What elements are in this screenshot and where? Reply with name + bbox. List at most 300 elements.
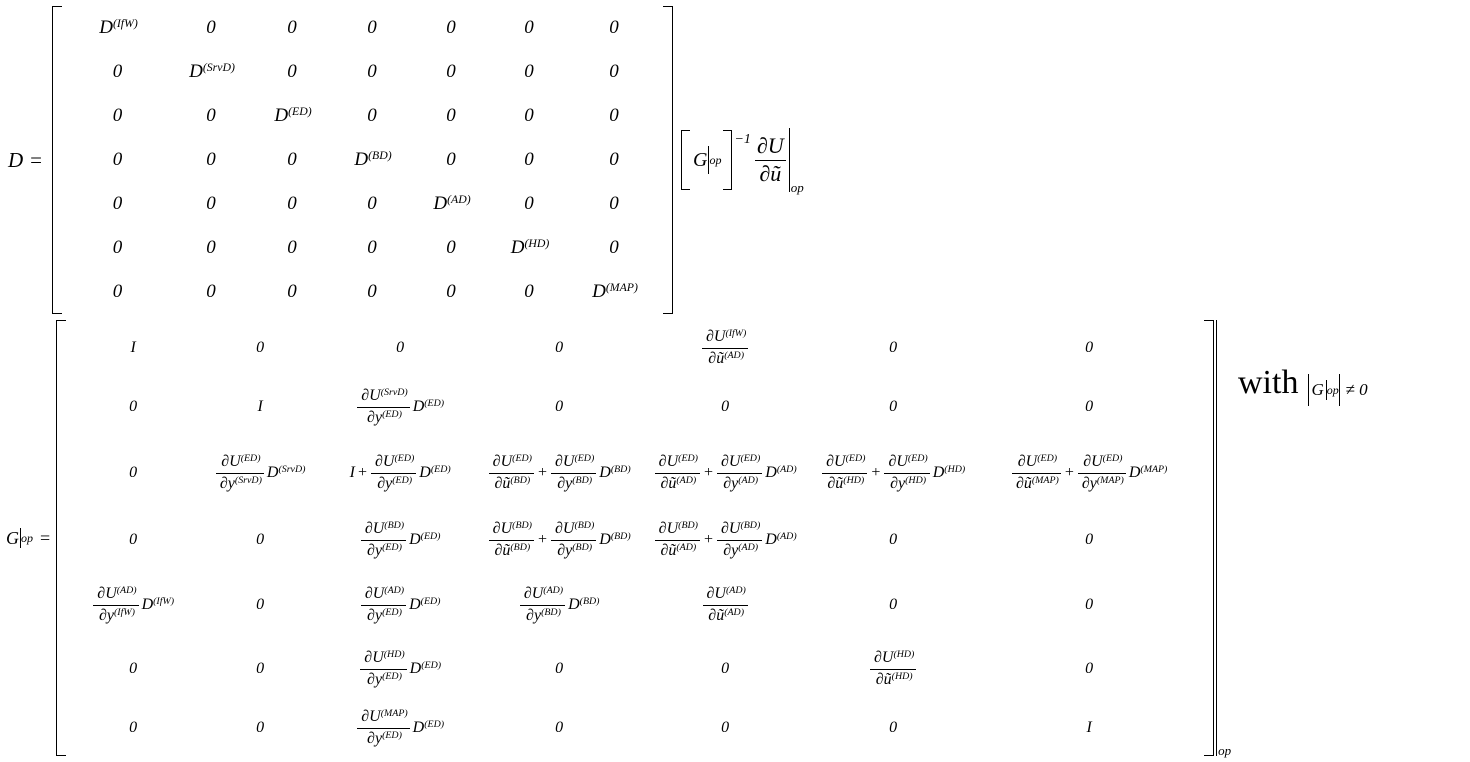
matrix-cell-r6c5 (721, 660, 729, 678)
fraction-denominator (95, 607, 137, 625)
matrix-cell-r7c5 (721, 719, 729, 737)
math-base: ∂y (377, 474, 393, 492)
math-symbol: 0 (524, 105, 534, 126)
partial-derivative-fraction (1012, 453, 1061, 493)
math-symbol: 0 (287, 193, 297, 214)
numerator-term (524, 585, 563, 603)
math-base: ∂y (526, 606, 542, 624)
fraction-numerator (717, 520, 762, 538)
matrix-cell-r3c7 (609, 105, 619, 127)
numerator-term (721, 520, 760, 538)
fraction-bar (702, 348, 748, 349)
math-symbol: 0 (446, 149, 456, 170)
matrix-cell-r2c1 (113, 61, 123, 83)
math-symbol: 0 (721, 719, 730, 736)
math-base: ∂y (723, 541, 739, 559)
math-base: ∂U (706, 585, 726, 603)
math-symbol: 0 (256, 531, 265, 548)
matrix-cell-r2c5 (446, 61, 456, 83)
math-symbol: 0 (256, 660, 265, 677)
math-symbol: 0 (609, 149, 619, 170)
fraction-bar (1078, 473, 1126, 474)
fraction-denominator (719, 542, 760, 560)
matrix-cell-r2c2 (187, 61, 235, 83)
math-base: D (1128, 464, 1141, 481)
superscript: (ED) (574, 453, 595, 465)
numerator-term (221, 453, 260, 471)
math-base: ∂U (888, 453, 908, 471)
matrix-cell-r1c4 (367, 17, 377, 39)
fraction-denominator (656, 475, 698, 493)
matrix-cell-r6c3 (359, 649, 441, 689)
matrix-factor (592, 281, 638, 303)
equation-g (6, 320, 1231, 756)
denominator-term (377, 475, 412, 493)
matrix-cell-r5c4 (367, 193, 377, 215)
math-symbol: 0 (367, 193, 377, 214)
denominator-term (494, 542, 530, 560)
matrix-cell-r6c5 (446, 237, 456, 259)
partial-derivative-fraction (655, 520, 700, 560)
matrix-cell-r2c2 (257, 398, 262, 416)
matrix-factor (511, 237, 550, 259)
matrix-factor (409, 596, 440, 614)
matrix-cell-r3c2 (215, 453, 306, 493)
superscript: (AD) (725, 585, 746, 597)
matrix-factor (99, 17, 138, 39)
math-base: D (592, 281, 606, 302)
superscript: (IfW) (112, 17, 138, 31)
math-symbol: 0 (889, 339, 898, 356)
math-symbol: 0 (609, 237, 619, 258)
math-symbol: 0 (206, 105, 216, 126)
fraction-denominator (823, 475, 866, 493)
matrix-cell-r3c3 (272, 105, 311, 127)
fraction-numerator (361, 585, 406, 603)
math-base: ∂ũ (875, 670, 892, 688)
matrix-cell-r6c2 (206, 237, 216, 259)
g-symbol: G (1311, 380, 1324, 399)
equals-sign-1: = (30, 147, 43, 172)
math-symbol: 0 (256, 339, 265, 356)
math-symbol: 0 (889, 596, 898, 613)
fraction-numerator (655, 520, 700, 538)
numerator-term (874, 649, 914, 667)
math-symbol: 0 (367, 61, 377, 82)
math-symbol: 0 (112, 237, 123, 258)
fraction-numerator (360, 649, 406, 667)
fraction-numerator (1014, 453, 1059, 471)
matrix-cell-r7c7 (590, 281, 638, 303)
fraction-numerator (357, 387, 409, 405)
fraction-bar (93, 605, 138, 606)
matrix-cell-r5c5 (702, 585, 749, 625)
fraction-denominator (1012, 475, 1061, 493)
fraction-denominator (1078, 475, 1126, 493)
math-base: ∂y (367, 670, 383, 688)
fraction-bar (1012, 473, 1061, 474)
fraction-numerator (371, 453, 416, 471)
math-base: ∂U (1083, 453, 1103, 471)
math-symbol: 0 (367, 281, 377, 302)
partial-derivative-fraction (361, 520, 406, 560)
matrix-cell-r4c5 (446, 149, 456, 171)
matrix-cell-r3c1 (113, 105, 123, 127)
math-base: ∂y (557, 474, 573, 492)
matrix-cell-r4c1 (129, 531, 137, 549)
matrix-factor (354, 149, 391, 171)
math-symbol: 0 (446, 281, 456, 302)
matrix-cell-r7c4 (555, 719, 563, 737)
matrix-cell-r4c7 (1085, 531, 1093, 549)
matrix-cell-r1c6 (889, 339, 897, 357)
partial-derivative-fraction (717, 520, 762, 560)
partial-derivative-fraction (1078, 453, 1126, 493)
superscript: (ED) (424, 719, 445, 731)
matrix-cell-r3c6 (821, 453, 965, 493)
superscript: (MAP) (1096, 474, 1124, 486)
fraction-denominator (216, 475, 264, 493)
math-base: D (510, 237, 525, 258)
math-symbol: 0 (112, 61, 123, 82)
math-symbol: 0 (609, 61, 619, 82)
determinant-left-bar (1308, 374, 1309, 406)
superscript: (MAP) (605, 281, 638, 295)
partial-derivative-fraction (371, 453, 416, 493)
matrix-cell-r7c6 (889, 719, 897, 737)
math-base: ∂y (890, 474, 906, 492)
partial-derivative-fraction (884, 453, 929, 493)
matrix-cell-r2c3 (287, 61, 297, 83)
fraction-denominator (363, 607, 404, 625)
matrix-cell-r1c2 (256, 339, 264, 357)
matrix-cell-r4c5 (654, 520, 797, 560)
fraction-bar (371, 473, 416, 474)
matrix-cell-r1c7 (1085, 339, 1093, 357)
superscript: (BD) (512, 520, 532, 532)
superscript: (ED) (845, 453, 866, 465)
superscript: (MAP) (1140, 464, 1168, 476)
superscript: (ED) (392, 474, 413, 486)
partial-derivative-fraction (703, 585, 748, 625)
math-base: ∂U (720, 520, 741, 538)
plus-operator: + (703, 531, 713, 548)
math-symbol: 0 (889, 398, 898, 415)
g-symbol: G (6, 527, 19, 548)
fraction-numerator (489, 453, 534, 471)
matrix-cell-r7c3 (356, 708, 444, 748)
math-symbol: 0 (889, 531, 898, 548)
matrix-cell-r4c4 (352, 149, 391, 171)
numerator-term (1083, 453, 1122, 471)
matrix-factor (1129, 464, 1168, 482)
d-symbol: D (8, 147, 24, 172)
matrix-cell-r1c5 (701, 328, 749, 368)
superscript: (AD) (543, 585, 564, 597)
matrix-cell-r5c3 (287, 193, 297, 215)
math-symbol: I (130, 339, 136, 356)
math-symbol: 0 (524, 281, 534, 302)
partial-derivative-fraction (93, 585, 138, 625)
superscript: (ED) (1037, 453, 1058, 465)
matrix-cell-r1c5 (446, 17, 456, 39)
numerator-term (493, 520, 532, 538)
matrix-cell-r7c4 (367, 281, 377, 303)
matrix-cell-r4c1 (113, 149, 123, 171)
matrix-cell-r7c2 (256, 719, 264, 737)
math-base: D (412, 719, 425, 736)
superscript: (BD) (541, 606, 561, 618)
math-symbol: 0 (206, 237, 216, 258)
denominator-term (367, 409, 402, 427)
math-symbol: 0 (609, 17, 619, 38)
matrix-cell-r4c6 (524, 149, 534, 171)
eq2-lhs (6, 528, 50, 549)
math-base: ∂y (723, 474, 739, 492)
not-equal-sign: ≠ (1345, 380, 1356, 399)
denominator-term (494, 475, 530, 493)
fraction-bar (489, 473, 534, 474)
fraction-denominator (553, 542, 594, 560)
math-symbol: 0 (889, 719, 898, 736)
math-symbol: 0 (524, 61, 534, 82)
matrix-cell-r6c1 (129, 660, 137, 678)
math-base: ∂y (98, 606, 114, 624)
superscript: (HD) (843, 474, 865, 486)
matrix-cell-r3c2 (206, 105, 216, 127)
partial-derivative-fraction (357, 708, 409, 748)
fraction-denominator (363, 730, 404, 748)
numerator-term (659, 520, 698, 538)
matrix-factor (410, 660, 441, 678)
matrix-cell-r7c2 (206, 281, 216, 303)
matrix-cell-r6c3 (287, 237, 297, 259)
matrix-cell-r6c2 (256, 660, 264, 678)
math-symbol: 0 (367, 105, 377, 126)
superscript: (SrvD) (234, 474, 262, 486)
matrix-cell-r1c7 (609, 17, 619, 39)
fraction-denominator (553, 475, 594, 493)
partial-derivative-fraction (717, 453, 762, 493)
math-base: D (266, 464, 279, 481)
math-base: D (599, 464, 611, 481)
matrix-cell-r5c7 (1085, 596, 1093, 614)
math-symbol: I (349, 464, 355, 481)
partial-derivative-fraction (216, 453, 264, 493)
matrix-cell-r5c6 (889, 596, 897, 614)
matrix-cell-r5c2 (256, 596, 264, 614)
fraction-numerator (702, 328, 748, 346)
superscript: (BD) (678, 520, 698, 532)
matrix-cell-r5c6 (524, 193, 534, 215)
matrix-cell-r6c6 (509, 237, 550, 259)
math-symbol: 0 (256, 719, 265, 736)
matrix-cell-r5c2 (206, 193, 216, 215)
numerator-term (361, 708, 407, 726)
evaluation-bar (1216, 320, 1217, 756)
with-word: with (1238, 364, 1299, 401)
math-base: D (765, 464, 777, 481)
math-symbol: 0 (287, 61, 297, 82)
fraction-bar (357, 728, 409, 729)
matrix-factor (765, 531, 796, 549)
math-base: ∂U (523, 585, 544, 603)
fraction-denominator (656, 542, 698, 560)
math-base: D (189, 61, 203, 82)
denominator-term (708, 607, 744, 625)
fraction-bar (216, 473, 264, 474)
math-symbol: 0 (721, 398, 730, 415)
math-base: ∂U (97, 585, 117, 603)
math-base: ∂U (826, 453, 846, 471)
superscript: (AD) (776, 464, 797, 476)
math-base: ∂y (367, 729, 383, 747)
math-symbol: 0 (446, 237, 456, 258)
math-symbol: 0 (129, 531, 138, 548)
superscript: (AD) (724, 349, 745, 361)
denominator-term (367, 542, 402, 560)
fraction-numerator (870, 649, 916, 667)
matrix-cell-r6c1 (113, 237, 123, 259)
numerator-term (659, 453, 698, 471)
math-symbol: 0 (1085, 531, 1094, 548)
math-base: ∂U (221, 453, 241, 471)
fraction-bar (655, 540, 700, 541)
matrix-cell-r7c5 (446, 281, 456, 303)
jacobian-numerator: ∂U (756, 133, 784, 159)
superscript: (HD) (524, 237, 550, 251)
math-base: D (409, 660, 422, 677)
superscript: (MAP) (1031, 474, 1059, 486)
superscript: (AD) (676, 541, 697, 553)
math-base: ∂ũ (827, 474, 844, 492)
partial-derivative-fraction (489, 520, 534, 560)
superscript: (ED) (420, 531, 441, 543)
op-subscript: op (1326, 382, 1339, 397)
superscript: (ED) (424, 398, 445, 410)
denominator-term (723, 475, 758, 493)
math-base: ∂U (492, 520, 513, 538)
math-symbol: 0 (609, 193, 619, 214)
partial-derivative-fraction (489, 453, 534, 493)
math-symbol: 0 (1085, 660, 1094, 677)
numerator-term (555, 453, 594, 471)
matrix-cell-r5c1 (92, 585, 174, 625)
matrix-cell-r1c3 (396, 339, 404, 357)
matrix-cell-r1c3 (287, 17, 297, 39)
fraction-denominator (373, 475, 414, 493)
matrix-factor (413, 719, 444, 737)
denominator-term (557, 475, 592, 493)
partial-derivative-fraction (357, 387, 409, 427)
fraction-bar (360, 669, 406, 670)
determinant-right-bar (1339, 374, 1340, 406)
math-base: ∂U (361, 708, 381, 726)
math-base: ∂U (658, 453, 679, 471)
fraction-bar (870, 669, 916, 670)
denominator-term (367, 671, 402, 689)
math-base: D (409, 596, 421, 613)
math-symbol: 0 (524, 193, 534, 214)
matrix-cell-r4c3 (360, 520, 441, 560)
math-symbol: 0 (287, 17, 297, 38)
fraction-denominator (363, 671, 404, 689)
superscript: (ED) (382, 606, 402, 618)
fraction-bar (489, 540, 534, 541)
fraction-denominator (522, 607, 563, 625)
g-symbol: G (693, 148, 708, 171)
partial-derivative-fraction (361, 585, 406, 625)
superscript: (ED) (394, 453, 415, 465)
matrix-cell-r2c3 (356, 387, 444, 427)
op-subscript: op (709, 152, 722, 167)
matrix-cell-r6c4 (367, 237, 377, 259)
partial-derivative-fraction (520, 585, 565, 625)
math-base: ∂U (554, 520, 575, 538)
math-base: D (433, 193, 448, 214)
math-symbol: 0 (367, 17, 377, 38)
matrix-cell-r3c4 (488, 453, 631, 493)
math-base: ∂U (361, 387, 381, 405)
fraction-bar (884, 473, 929, 474)
fraction-numerator (884, 453, 929, 471)
matrix-cell-r7c1 (129, 719, 137, 737)
matrix-factor (599, 531, 630, 549)
math-base: ∂U (375, 453, 395, 471)
matrix-factor (413, 398, 444, 416)
math-base: ∂U (364, 649, 384, 667)
matrix-factor (267, 464, 306, 482)
fraction-numerator (822, 453, 867, 471)
partial-derivative-fraction (822, 453, 867, 493)
denominator-term (557, 542, 592, 560)
denominator-term (827, 475, 864, 493)
matrix-cell-r3c7 (1011, 453, 1167, 493)
math-symbol: 0 (1085, 339, 1094, 356)
jacobian-denominator: ∂ũ (759, 160, 782, 186)
fraction-numerator (217, 453, 262, 471)
math-base: ∂ũ (660, 474, 677, 492)
fraction-denominator (704, 607, 746, 625)
plus-operator: + (703, 464, 713, 481)
math-symbol: 0 (555, 339, 564, 356)
fraction-denominator (490, 475, 532, 493)
matrix-factor (433, 193, 470, 215)
numerator-term (707, 585, 746, 603)
superscript: (HD) (891, 670, 913, 682)
math-base: ∂y (557, 541, 573, 559)
superscript: (SrvD) (278, 464, 306, 476)
math-base: ∂U (554, 453, 575, 471)
math-base: ∂ũ (494, 474, 511, 492)
superscript: (ED) (740, 453, 761, 465)
superscript: (BD) (574, 520, 595, 532)
matrix-factor (765, 464, 796, 482)
fraction-bar (551, 473, 596, 474)
superscript: (AD) (738, 541, 759, 553)
math-symbol: 0 (524, 17, 534, 38)
superscript: (ED) (382, 408, 402, 420)
d-matrix-right-bracket (663, 6, 673, 314)
matrix-cell-r7c6 (524, 281, 534, 303)
plus-operator: + (357, 464, 367, 481)
superscript: (HD) (944, 464, 966, 476)
superscript: (BD) (610, 464, 631, 476)
fraction-denominator (719, 475, 760, 493)
matrix-cell-r6c7 (1085, 660, 1093, 678)
superscript: (ED) (382, 729, 402, 741)
math-symbol: 0 (206, 193, 216, 214)
